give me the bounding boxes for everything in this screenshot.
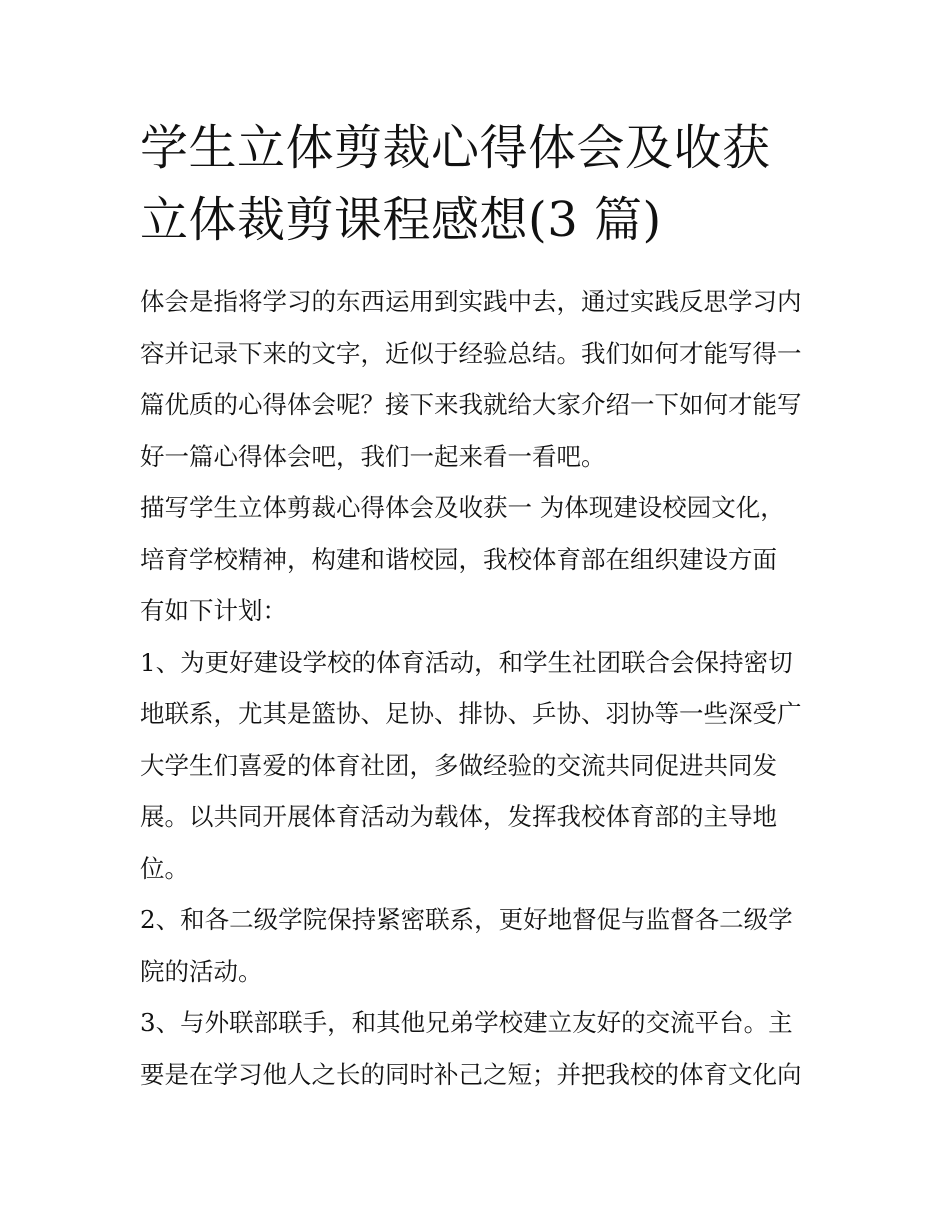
plan-item-2 (140, 894, 820, 997)
plan-item-1 (140, 637, 820, 895)
text-line: 地联系，尤其是篮协、足协、排协、乒协、羽协等一些深受广 (140, 699, 802, 728)
text-line: 容并记录下来的文字，近似于经验总结。我们如何才能写得一 (140, 338, 802, 368)
section-intro-paragraph (140, 482, 820, 637)
text-line: 有如下计划： (140, 596, 287, 625)
text-line: 3、与外联部联手，和其他兄弟学校建立友好的交流平台。主 (140, 1008, 793, 1037)
document-title (140, 112, 820, 256)
plan-item-3 (140, 997, 820, 1100)
text-line: 院的活动。 (140, 956, 263, 986)
title-line: 立体裁剪课程感想(3 篇) (140, 192, 662, 248)
text-line: 篇优质的心得体会呢？接下来我就给大家介绍一下如何才能写 (140, 390, 802, 419)
text-line: 描写学生立体剪裁心得体会及收获一 为体现建设校园文化， (140, 493, 785, 522)
title-line: 学生立体剪裁心得体会及收获 (140, 120, 771, 176)
text-line: 2、和各二级学院保持紧密联系，更好地督促与监督各二级学 (140, 905, 793, 934)
text-line: 体会是指将学习的东西运用到实践中去，通过实践反思学习内 (140, 287, 802, 316)
document-content (140, 112, 820, 1100)
text-line: 好一篇心得体会吧，我们一起来看一看吧。 (140, 441, 606, 471)
text-line: 要是在学习他人之长的同时补己之短；并把我校的体育文化向 (140, 1059, 802, 1089)
text-line: 大学生们喜爱的体育社团，多做经验的交流共同促进共同发 (140, 750, 777, 780)
document-body (140, 276, 820, 1100)
text-line: 培育学校精神，构建和谐校园，我校体育部在组织建设方面 (140, 544, 777, 574)
text-line: 展。以共同开展体育活动为载体，发挥我校体育部的主导地 (140, 802, 777, 831)
intro-paragraph (140, 276, 820, 482)
text-line: 位。 (140, 853, 189, 883)
text-line: 1、为更好建设学校的体育活动，和学生社团联合会保持密切 (140, 647, 793, 677)
